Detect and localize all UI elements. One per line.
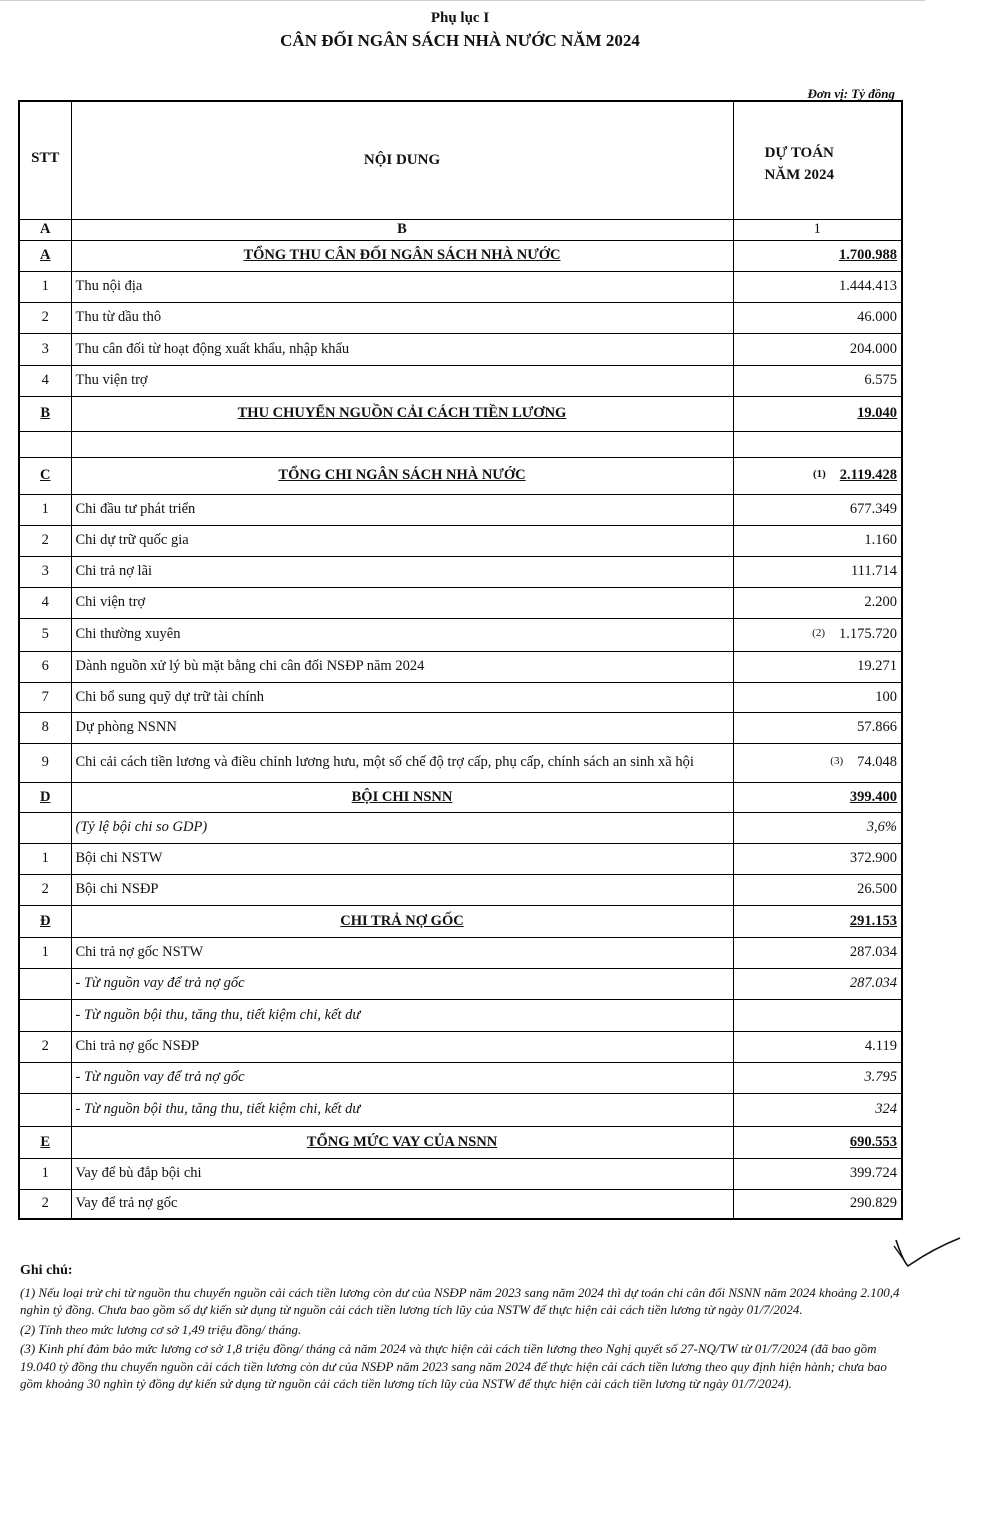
row-stt: 1 [19, 271, 71, 302]
row-stt: 4 [19, 365, 71, 396]
row-amount [733, 682, 902, 712]
appendix-label: Phụ lục I [430, 10, 490, 26]
row-amount [733, 618, 902, 651]
row-amount [733, 1062, 902, 1093]
row-label: BỘI CHI NSNN [71, 782, 733, 812]
table-row [19, 874, 902, 905]
notes-heading: Ghi chú: [20, 1263, 73, 1278]
table-row [19, 494, 902, 525]
row-amount [733, 1031, 902, 1062]
row-amount [733, 1158, 902, 1189]
amount-value: 1.175.720 [839, 626, 897, 642]
table-row [19, 905, 902, 937]
row-stt: 6 [19, 651, 71, 682]
row-stt: 2 [19, 874, 71, 905]
footnote-marker: (1) [812, 468, 826, 480]
row-stt [19, 1062, 71, 1093]
table-row [19, 968, 902, 999]
table-row [19, 743, 902, 782]
table-row [19, 240, 902, 271]
row-amount [733, 271, 902, 302]
col-header-stt: STT [19, 101, 71, 219]
row-stt: 4 [19, 587, 71, 618]
row-amount [733, 494, 902, 525]
table-row [19, 1126, 902, 1158]
row-amount [733, 525, 902, 556]
row-label: Dành nguồn xử lý bù mặt bằng chi cân đối NSĐP năm 2024 [71, 651, 733, 682]
amount-value: 26.500 [857, 881, 897, 897]
table-row [19, 396, 902, 431]
row-stt: 1 [19, 494, 71, 525]
table-row [19, 682, 902, 712]
row-stt: B [19, 396, 71, 431]
row-stt: E [19, 1126, 71, 1158]
amount-value: 46.000 [857, 309, 897, 325]
row-label: - Từ nguồn bội thu, tăng thu, tiết kiệm chi, kết dư [71, 1093, 733, 1126]
row-stt: 7 [19, 682, 71, 712]
table-row [19, 937, 902, 968]
row-amount [733, 365, 902, 396]
amount-value: 57.866 [857, 719, 897, 735]
row-amount [733, 396, 902, 431]
index-row [19, 219, 902, 240]
row-label: THU CHUYỂN NGUỒN CẢI CÁCH TIỀN LƯƠNG [71, 396, 733, 431]
index-cell-b: B [71, 219, 733, 240]
table-row [19, 525, 902, 556]
row-amount [733, 240, 902, 271]
row-label: Chi viện trợ [71, 587, 733, 618]
table-row [19, 999, 902, 1031]
table-row [19, 1189, 902, 1219]
row-amount [733, 937, 902, 968]
index-cell-1: 1 [733, 219, 902, 240]
row-stt: 2 [19, 1031, 71, 1062]
table-row [19, 812, 902, 843]
row-stt: 2 [19, 302, 71, 333]
table-row [19, 1158, 902, 1189]
amount-value: 324 [875, 1101, 897, 1117]
row-label: TỔNG CHI NGÂN SÁCH NHÀ NƯỚC [71, 457, 733, 494]
row-stt [19, 968, 71, 999]
note-2: (2) Tính theo mức lương cơ sở 1,49 triệu đồng/ tháng. [20, 1321, 302, 1337]
row-amount [733, 651, 902, 682]
row-stt: C [19, 457, 71, 494]
row-label: - Từ nguồn vay để trả nợ gốc [71, 968, 733, 999]
footnote-marker: (2) [812, 627, 825, 639]
note-3: (3) Kinh phí đảm bảo mức lương cơ sở 1,8 triệu đồng/ tháng cả năm 2024 và thực hiện cải cách tiền lương theo Nghị quyết số 27-NQ/TW từ 01/7/2024 (đã bao gồm 19.040 tỷ đồng thu chuyển nguồn cải cách tiền lương còn dư của NSĐP năm 2023 sang năm 2024 để thực hiện cải cách tiền lương theo quy định hiện hành; chưa bao gồm khoảng 30 nghìn tỷ đồng dự kiến sử dụng từ nguồn cải cách tiền lương tích lũy của NSTW để thực hiện cải cách tiền lương từ ngày 01/7/2024). [20, 1341, 887, 1391]
amount-value: 1.700.988 [839, 247, 897, 263]
amount-value: 690.553 [849, 1133, 897, 1150]
amount-value: 111.714 [850, 563, 897, 579]
row-label: Chi thường xuyên [71, 618, 733, 651]
table-row [19, 1031, 902, 1062]
note-1: (1) Nếu loại trừ chi từ nguồn thu chuyển nguồn cải cách tiền lương còn dư của NSĐP năm 2023 sang năm 2024 thì dự toán chi cân đối NSNN năm 2024 khoảng 2.100,4 nghìn tỷ đồng. Chưa bao gồm số dự kiến sử dụng từ nguồn cải cách tiền lương tích lũy của NSTW để thực hiện cải cách tiền lương từ ngày 01/7/2024. [20, 1284, 900, 1317]
amount-value: 290.829 [849, 1195, 897, 1212]
row-amount [733, 431, 902, 457]
table-row [19, 271, 902, 302]
amount-value: 74.048 [857, 754, 897, 770]
row-label [71, 431, 733, 457]
col-header-amount [733, 101, 902, 219]
row-label: TỔNG MỨC VAY CỦA NSNN [71, 1126, 733, 1158]
amount-value: 3,6% [866, 819, 897, 835]
amount-value: 3.795 [864, 1069, 897, 1085]
row-label: Chi trả nợ lãi [71, 556, 733, 587]
row-label: Chi trả nợ gốc NSĐP [71, 1031, 733, 1062]
row-label: TỔNG THU CÂN ĐỐI NGÂN SÁCH NHÀ NƯỚC [71, 240, 733, 271]
table-row [19, 431, 902, 457]
row-amount [733, 587, 902, 618]
row-amount [733, 1126, 902, 1158]
row-amount [733, 782, 902, 812]
row-label: Chi bổ sung quỹ dự trữ tài chính [71, 682, 733, 712]
table-row [19, 365, 902, 396]
row-stt: 5 [19, 618, 71, 651]
amount-value: 399.724 [849, 1165, 897, 1181]
table-row [19, 843, 902, 874]
row-stt: Đ [19, 905, 71, 937]
signature-mark [890, 1232, 970, 1272]
row-stt: A [19, 240, 71, 271]
amount-value: 4.119 [864, 1038, 897, 1054]
notes-section [20, 1262, 900, 1395]
row-label: Thu cân đối từ hoạt động xuất khẩu, nhập khẩu [71, 333, 733, 365]
row-stt: 8 [19, 712, 71, 743]
table-header-row [19, 101, 902, 219]
budget-table [18, 100, 903, 1220]
row-amount [733, 333, 902, 365]
page-title: CÂN ĐỐI NGÂN SÁCH NHÀ NƯỚC NĂM 2024 [280, 31, 640, 50]
row-stt: 3 [19, 333, 71, 365]
amount-value: 19.271 [857, 658, 897, 674]
amount-value: 372.900 [849, 850, 897, 866]
row-amount [733, 1189, 902, 1219]
row-label: Thu nội địa [71, 271, 733, 302]
page-top-rule [0, 0, 925, 1]
row-label: Chi đầu tư phát triển [71, 494, 733, 525]
row-label: Vay để trả nợ gốc [71, 1189, 733, 1219]
table-row [19, 457, 902, 494]
col-header-content: NỘI DUNG [71, 101, 733, 219]
row-amount [733, 968, 902, 999]
row-amount [733, 1093, 902, 1126]
col-header-amount-line2: NĂM 2024 [764, 167, 835, 183]
row-amount [733, 874, 902, 905]
row-label: Bội chi NSĐP [71, 874, 733, 905]
row-amount [733, 999, 902, 1031]
row-stt: 9 [19, 743, 71, 782]
row-label: Chi dự trữ quốc gia [71, 525, 733, 556]
row-stt: 2 [19, 1189, 71, 1219]
row-amount [733, 743, 902, 782]
row-label: Dự phòng NSNN [71, 712, 733, 743]
row-label: Thu viện trợ [71, 365, 733, 396]
amount-value: 100 [875, 688, 897, 705]
table-row [19, 556, 902, 587]
row-label: (Tỷ lệ bội chi so GDP) [71, 812, 733, 843]
amount-value: 204.000 [849, 340, 897, 357]
row-stt: 3 [19, 556, 71, 587]
row-stt [19, 1093, 71, 1126]
row-amount [733, 843, 902, 874]
table-row [19, 618, 902, 651]
row-stt: D [19, 782, 71, 812]
row-stt [19, 812, 71, 843]
unit-label: Đơn vị: Tỷ đồng [807, 86, 895, 101]
table-row [19, 712, 902, 743]
row-amount [733, 302, 902, 333]
row-amount [733, 556, 902, 587]
row-stt: 1 [19, 1158, 71, 1189]
table-row [19, 782, 902, 812]
table-row [19, 302, 902, 333]
table-row [19, 651, 902, 682]
row-stt [19, 431, 71, 457]
amount-value: 287.034 [849, 944, 897, 960]
amount-value: 2.119.428 [839, 467, 897, 483]
row-label: Thu từ dầu thô [71, 302, 733, 333]
row-label: Bội chi NSTW [71, 843, 733, 874]
table-row [19, 587, 902, 618]
table-row [19, 1062, 902, 1093]
row-amount [733, 712, 902, 743]
row-label: - Từ nguồn vay để trả nợ gốc [71, 1062, 733, 1093]
row-amount [733, 812, 902, 843]
row-amount [733, 905, 902, 937]
row-label: - Từ nguồn bội thu, tăng thu, tiết kiệm chi, kết dư [71, 999, 733, 1031]
amount-value: 291.153 [849, 912, 897, 929]
footnote-marker: (3) [830, 755, 844, 767]
row-stt: 2 [19, 525, 71, 556]
amount-value: 1.160 [864, 532, 897, 548]
row-label: Chi cải cách tiền lương và điều chỉnh lương hưu, một số chế độ trợ cấp, phụ cấp, chính sách an sinh xã hội [71, 743, 733, 782]
amount-value: 399.400 [849, 788, 897, 805]
row-stt: 1 [19, 843, 71, 874]
amount-value: 1.444.413 [839, 278, 897, 294]
row-amount [733, 457, 902, 494]
index-cell-a: A [19, 219, 71, 240]
row-stt: 1 [19, 937, 71, 968]
amount-value: 677.349 [849, 501, 897, 517]
amount-value: 6.575 [864, 372, 897, 388]
table-row [19, 1093, 902, 1126]
row-stt [19, 999, 71, 1031]
amount-value: 19.040 [857, 405, 897, 421]
amount-value: 287.034 [849, 975, 897, 991]
table-row [19, 333, 902, 365]
amount-value: 2.200 [864, 594, 897, 610]
col-header-amount-line1: DỰ TOÁN [764, 145, 834, 161]
row-label: Vay để bù đắp bội chi [71, 1158, 733, 1189]
row-label: CHI TRẢ NỢ GỐC [71, 905, 733, 937]
row-label: Chi trả nợ gốc NSTW [71, 937, 733, 968]
